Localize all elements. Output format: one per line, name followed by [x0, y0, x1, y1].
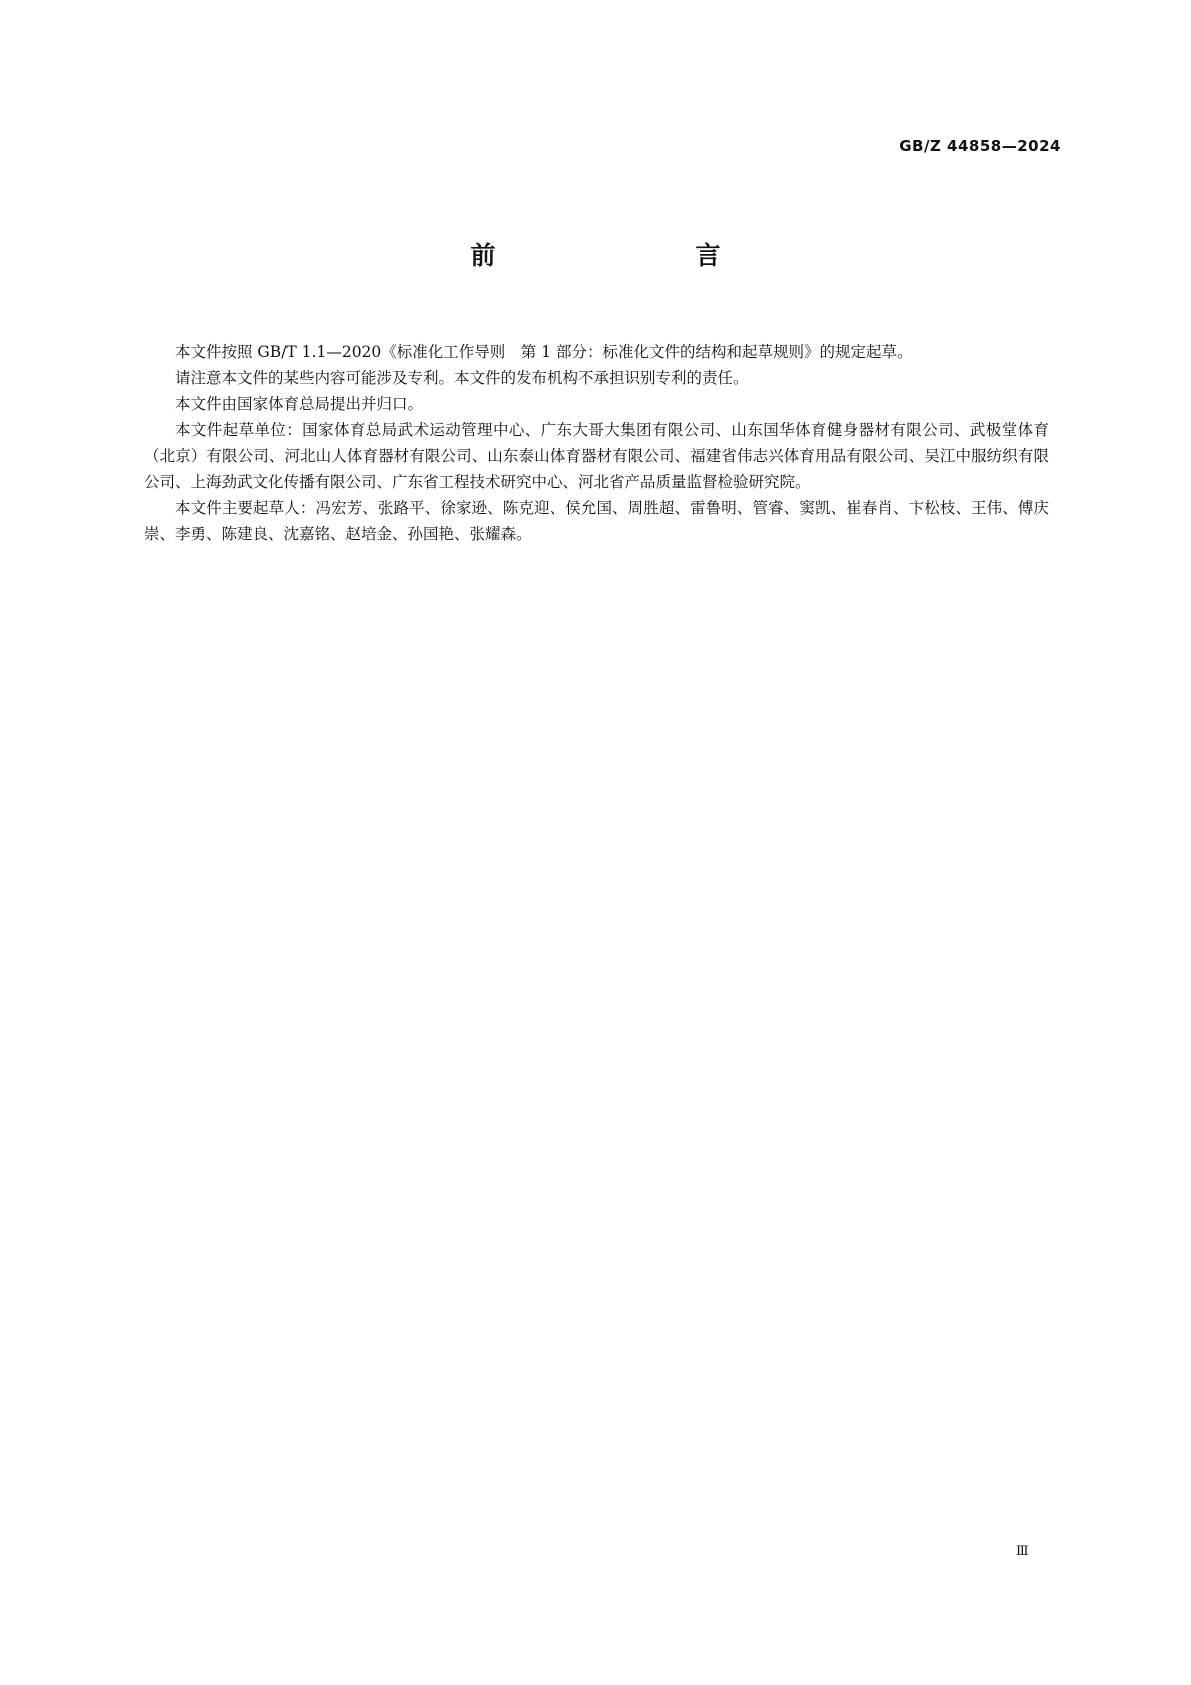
- standard-code: GB/Z 44858—2024: [899, 137, 1061, 155]
- page-title: 前 言: [470, 241, 771, 270]
- paragraph-proposer: 本文件由国家体育总局提出并归口。: [175, 395, 424, 413]
- paragraph-drafting-units: 本文件起草单位：国家体育总局武术运动管理中心、广东大哥大集团有限公司、山东国华体育健身器材有限公司、武极堂体育（北京）有限公司、河北山人体育器材有限公司、山东泰山体育器材有限公司、福建省伟志兴体育用品有限公司、吴江中服纺织有限公司、上海劲武文化传播有限公司、广东省工程技术研究中心、河北省产品质量监督检验研究院。: [144, 421, 1049, 491]
- paragraph-drafting-rules: 本文件按照 GB/T 1.1—2020《标准化工作导则 第 1 部分：标准化文件的结构和起草规则》的规定起草。: [175, 343, 913, 361]
- paragraph-drafters: 本文件主要起草人：冯宏芳、张路平、徐家逊、陈克迎、侯允国、周胜超、雷鲁明、管睿、窦凯、崔春肖、卞松枝、王伟、傅庆崇、李勇、陈建良、沈嘉铭、赵培金、孙国艳、张耀森。: [144, 499, 1049, 543]
- foreword-body: [144, 339, 1049, 547]
- page-number: Ⅲ: [1016, 1544, 1028, 1559]
- paragraph-patent-notice: 请注意本文件的某些内容可能涉及专利。本文件的发布机构不承担识别专利的责任。: [175, 369, 749, 387]
